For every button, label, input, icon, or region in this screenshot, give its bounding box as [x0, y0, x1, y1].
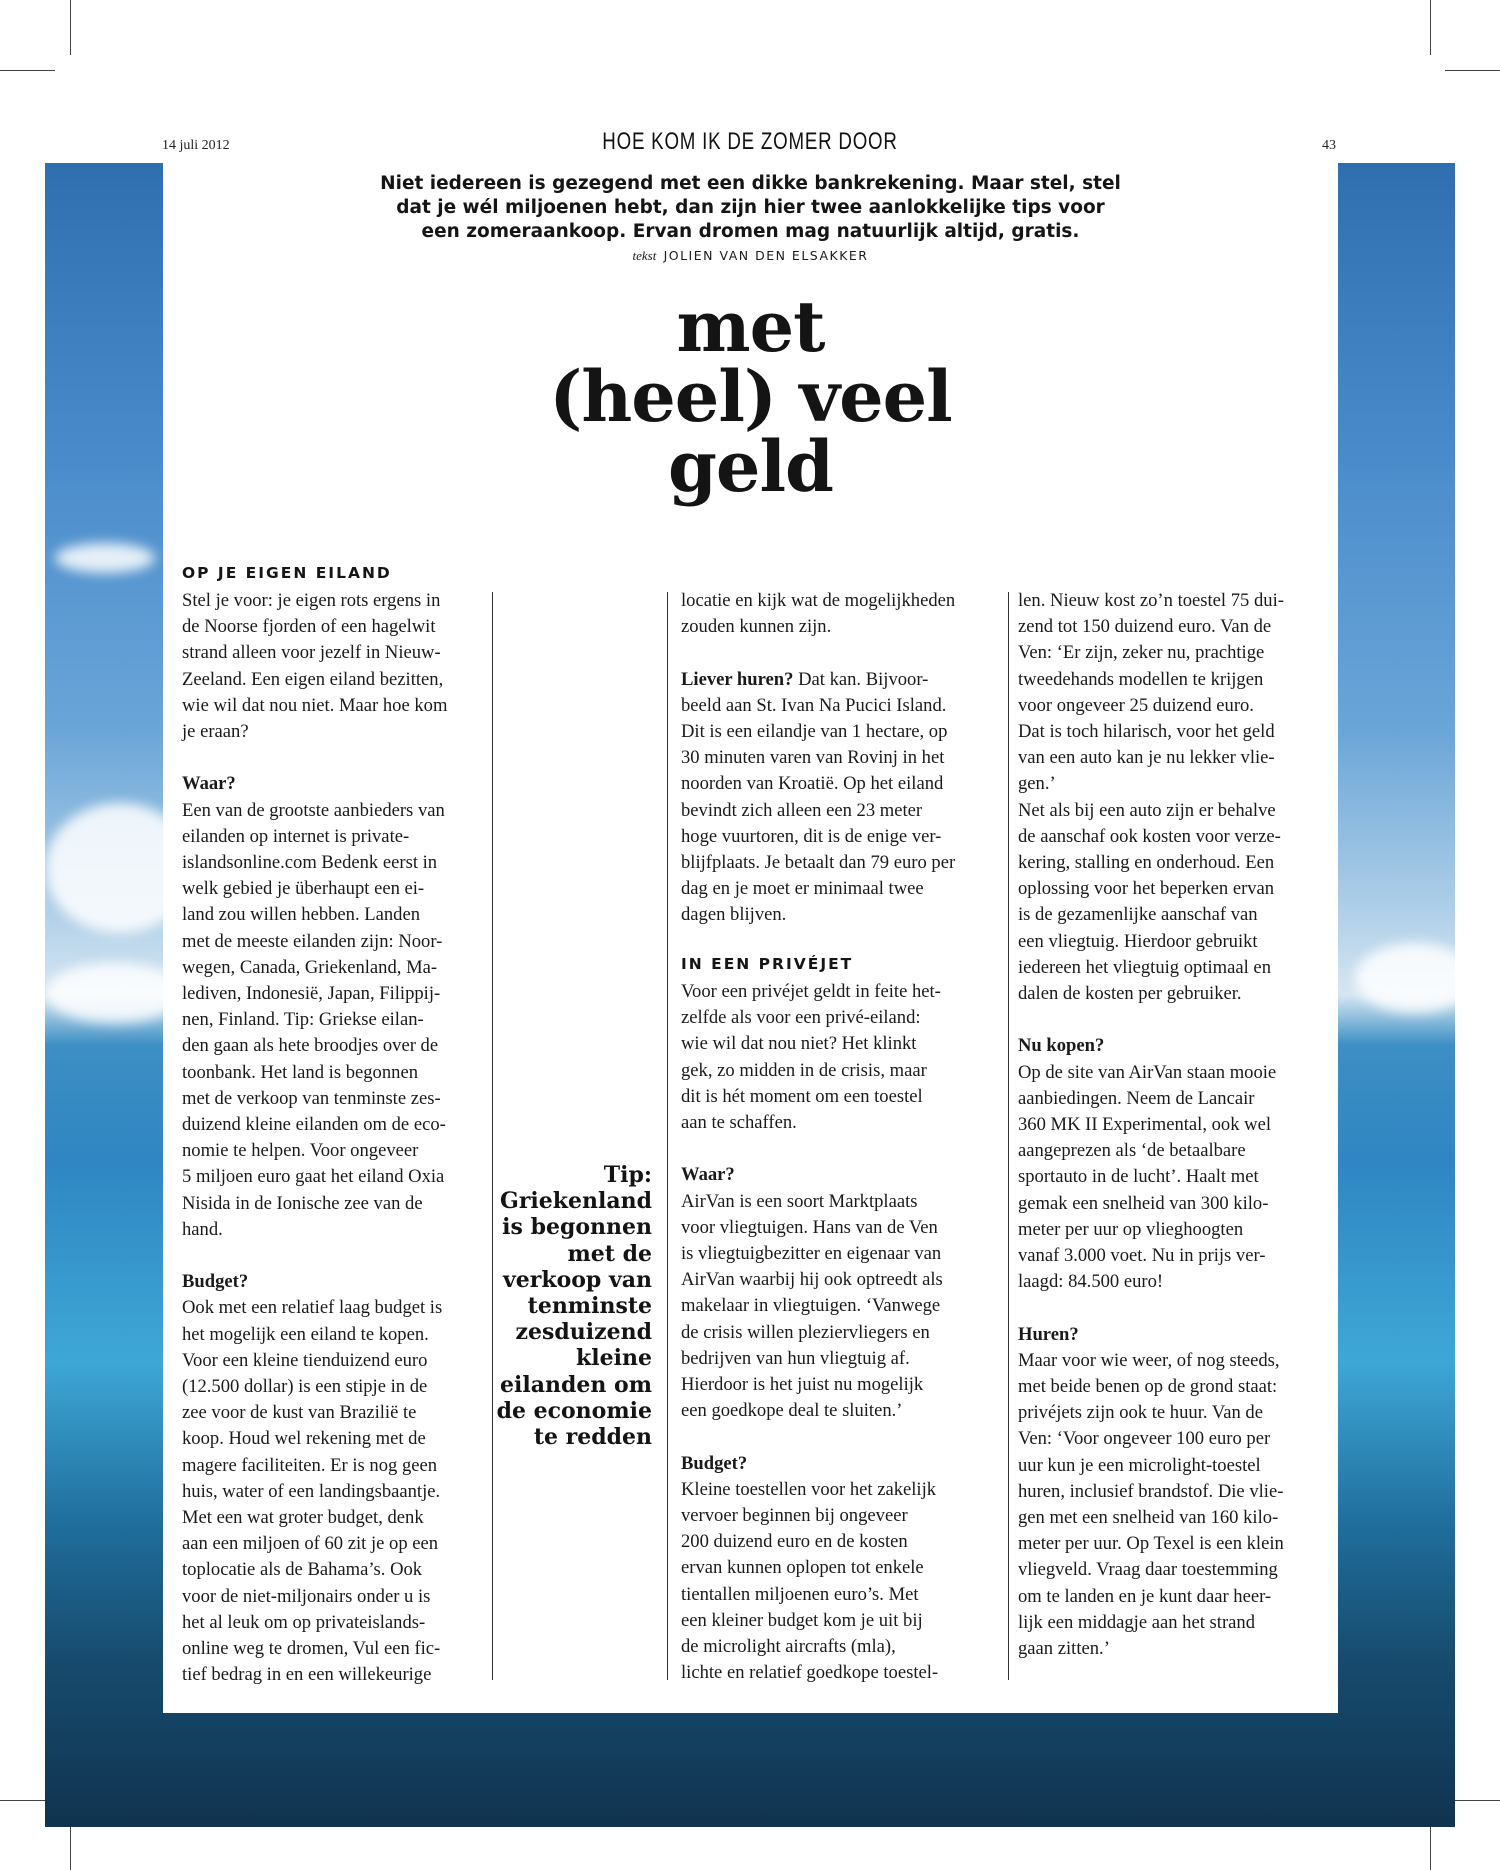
paragraph	[1018, 588, 1328, 1007]
text-line: gen met een snelheid van 160 kilo-	[1018, 1507, 1279, 1529]
text-line: dalen de kosten per gebruiker.	[1018, 983, 1242, 1005]
crop-mark	[0, 70, 55, 71]
text-line: toplocatie als de Bahama’s. Ook	[182, 1559, 423, 1581]
text-line: 5 miljoen euro gaat het eiland Oxia	[182, 1166, 445, 1188]
text-line: nomie te helpen. Voor ongeveer	[182, 1140, 419, 1162]
text-line: blijfplaats. Je betaalt dan 79 euro per	[681, 852, 956, 874]
text-line: locatie en kijk wat de mogelijkheden	[681, 590, 956, 611]
text-line: laagd: 84.500 euro!	[1018, 1271, 1164, 1293]
text-line: de Noorse fjorden of een hagelwit	[182, 616, 436, 638]
paragraph	[681, 1451, 1001, 1687]
text-line: Tip:	[603, 1162, 652, 1188]
text-line: huis, water of een landingsbaantje.	[182, 1480, 441, 1502]
text-line: Zeeland. Een eigen eiland bezitten,	[182, 668, 444, 690]
text-line: Nisida in de Ionische zee van de	[182, 1192, 423, 1214]
text-line: 30 minuten varen van Rovinj in het	[681, 747, 945, 769]
text-line: van een auto kan je nu lekker vlie-	[1018, 747, 1275, 769]
text-line: Ven: ‘Er zijn, zeker nu, prachtige	[1018, 642, 1265, 664]
text-line: makelaar in vliegtuigen. ‘Vanwege	[681, 1295, 941, 1317]
paragraph	[1018, 1322, 1328, 1663]
text-line: tweedehands modellen te krijgen	[1018, 668, 1264, 690]
text-line: meter per uur. Op Texel is een klein	[1018, 1533, 1284, 1555]
text-line: wegen, Canada, Griekenland, Ma-	[182, 956, 438, 978]
paragraph	[182, 588, 492, 745]
text-line: noorden van Kroatië. Op het eiland	[681, 773, 944, 795]
text-line: den gaan als hete broodjes over de	[182, 1035, 439, 1057]
text-line: Kleine toestellen voor het zakelijk	[681, 1478, 937, 1500]
text-line: de aanschaf ook kosten voor verze-	[1018, 825, 1281, 847]
column-rule	[667, 592, 668, 1680]
text-line: het al leuk om op privateislands-	[182, 1611, 426, 1633]
column-rule	[1008, 592, 1009, 1680]
text-line: magere faciliteiten. Er is nog geen	[182, 1454, 438, 1476]
crop-mark	[1445, 70, 1500, 71]
text-line: Met een wat groter budget, denk	[182, 1507, 424, 1529]
text-line: huren, inclusief brandstof. Die vlie-	[1018, 1480, 1284, 1502]
cloud	[1355, 943, 1475, 1013]
text-line: gek, zo midden in de crisis, maar	[681, 1059, 927, 1081]
text-line: wie wil dat nou niet. Maar hoe kom	[182, 694, 448, 716]
headline	[163, 285, 1338, 508]
crop-mark	[1430, 0, 1431, 55]
text-line: een kleiner budget kom je uit bij	[681, 1609, 923, 1631]
text-line: de crisis willen pleziervliegers en	[681, 1321, 930, 1343]
text-line: privéjets zijn ook te huur. Van de	[1018, 1402, 1263, 1424]
text-line: je eraan?	[182, 721, 249, 743]
text-line: de economie	[496, 1397, 652, 1424]
text-line: vanaf 3.000 voet. Nu in prijs ver-	[1018, 1245, 1266, 1267]
text-line: zouden kunnen zijn.	[681, 616, 832, 638]
text-line: 200 duizend euro en de kosten	[681, 1531, 908, 1553]
intro-line: Niet iedereen is gezegend met een dikke bankrekening. Maar stel, stel	[380, 173, 1121, 194]
text-line: gemak een snelheid van 300 kilo-	[1018, 1192, 1269, 1214]
text-line: het mogelijk een eiland te kopen.	[182, 1323, 429, 1345]
text-line: eilanden om	[500, 1371, 652, 1398]
text-line: ervan kunnen oplopen tot enkele	[681, 1557, 924, 1579]
text-line: vliegveld. Vraag daar toestemming	[1018, 1559, 1278, 1581]
paragraph	[182, 771, 492, 1243]
text-line: 360 MK II Experimental, ook wel	[1018, 1114, 1272, 1136]
text-line: Voor een kleine tienduizend euro	[182, 1349, 428, 1371]
text-line: met de verkoop van tenminste zes-	[182, 1087, 441, 1109]
text-line: dagen blijven.	[681, 904, 787, 926]
paragraph	[1018, 1033, 1328, 1295]
text-line: iedereen het vliegtuig optimaal en	[1018, 956, 1271, 978]
text-line: vervoer beginnen bij ongeveer	[681, 1505, 908, 1527]
byline	[163, 248, 1338, 264]
text-line: zee voor de kust van Brazilië te	[182, 1402, 417, 1424]
text-line: verkoop van	[502, 1266, 652, 1293]
text-line: Een van de grootste aanbieders van	[182, 799, 445, 821]
subheading: Nu kopen?	[1018, 1035, 1105, 1057]
text-line: met de	[567, 1240, 652, 1267]
text-line: land zou willen hebben. Landen	[182, 904, 421, 926]
text-line: zend tot 150 duizend euro. Van de	[1018, 616, 1272, 638]
text-line: lichte en relatief goedkope toestel-	[681, 1662, 939, 1684]
text-line: Dat is toch hilarisch, voor het geld	[1018, 721, 1275, 743]
text-line: tenminste	[527, 1293, 652, 1320]
intro-line: een zomeraankoop. Ervan dromen mag natuurlijk altijd, gratis.	[421, 221, 1080, 242]
text-line: een vliegtuig. Hierdoor gebruikt	[1018, 930, 1258, 952]
text-line: Hierdoor is het juist nu mogelijk	[681, 1374, 924, 1396]
subheading: Waar?	[182, 773, 236, 795]
text-line: voor vliegtuigen. Hans van de Ven	[681, 1216, 938, 1238]
text-line: hoge vuurtoren, dit is de enige ver-	[681, 825, 942, 847]
text-line: is de gezamenlijke aanschaf van	[1018, 904, 1258, 926]
text-line: toonbank. Het land is begonnen	[182, 1061, 418, 1083]
text-line: aan een miljoen of 60 zit je op een	[182, 1533, 439, 1555]
text-line: Ven: ‘Voor ongeveer 100 euro per	[1018, 1428, 1271, 1450]
article-column-3	[681, 588, 1001, 1686]
text-line: bedrijven van hun vliegtuig af.	[681, 1347, 910, 1369]
text-line: een goedkope deal te sluiten.’	[681, 1400, 903, 1422]
text-line: oplossing voor het beperken ervan	[1018, 878, 1275, 900]
issue-date: 14 juli 2012	[162, 138, 230, 153]
text-line: meter per uur op vlieghoogten	[1018, 1218, 1244, 1240]
text-line: Maar voor wie weer, of nog steeds,	[1018, 1349, 1280, 1371]
text-line: welk gebied je überhaupt een ei-	[182, 878, 425, 900]
text-line: Net als bij een auto zijn er behalve	[1018, 799, 1276, 821]
text-line: tief bedrag in en een willekeurige	[182, 1664, 432, 1686]
text-line: AirVan waarbij hij ook optreedt als	[681, 1269, 943, 1291]
text-line: zesduizend	[515, 1319, 652, 1346]
text-line: met de meeste eilanden zijn: Noor-	[182, 930, 443, 952]
paragraph	[681, 588, 1001, 640]
text-line: nen, Finland. Tip: Griekse eilan-	[182, 1009, 424, 1031]
text-line: is vliegtuigbezitter en eigenaar van	[681, 1243, 942, 1265]
cloud	[55, 543, 155, 573]
text-line: islandsonline.com Bedenk eerst in	[182, 852, 438, 874]
pull-quote	[492, 1162, 652, 1450]
text-line: len. Nieuw kost zo’n toestel 75 dui-	[1018, 590, 1284, 611]
text-line: gaan zitten.’	[1018, 1638, 1110, 1660]
text-line: is begonnen	[502, 1214, 652, 1241]
paragraph	[681, 667, 1001, 929]
text-line: kering, stalling en onderhoud. Een	[1018, 852, 1275, 874]
byline-label: tekst	[632, 248, 657, 263]
intro-line: dat je wél miljoenen hebt, dan zijn hier twee aanlokkelijke tips voor	[396, 197, 1105, 218]
text-line: kleine	[576, 1345, 652, 1372]
text-line: aanbiedingen. Neem de Lancair	[1018, 1087, 1255, 1109]
text-line: (12.500 dollar) is een stipje in de	[182, 1376, 428, 1398]
text-line: dag en je moet er minimaal twee	[681, 878, 924, 900]
text-line: voor ongeveer 25 duizend euro.	[1018, 694, 1254, 716]
text-line: om te landen en je kunt daar heer-	[1018, 1585, 1272, 1607]
subheading: Budget?	[681, 1452, 748, 1474]
paragraph	[681, 951, 1001, 1136]
text-line: wie wil dat nou niet? Het klinkt	[681, 1033, 917, 1055]
text-line: met beide benen op de grond staat:	[1018, 1376, 1278, 1398]
byline-author: JOLIEN VAN DEN ELSAKKER	[663, 248, 869, 263]
text-line: beeld aan St. Ivan Na Pucici Island.	[681, 694, 947, 716]
text-line: dit is hét moment om een toestel	[681, 1085, 923, 1107]
text-line: strand alleen voor jezelf in Nieuw-	[182, 642, 441, 664]
text-line: voor de niet-miljonairs onder u is	[182, 1585, 431, 1607]
headline-line: met	[676, 285, 825, 368]
text-line: gen.’	[1018, 773, 1056, 795]
text-line: koop. Houd wel rekening met de	[182, 1428, 426, 1450]
text-line: te redden	[533, 1424, 652, 1451]
crop-mark	[70, 0, 71, 55]
text-line: aangeprezen als ‘de betaalbare	[1018, 1140, 1246, 1162]
text-line: uur kun je een microlight-toestel	[1018, 1454, 1261, 1476]
text-line: aan te schaffen.	[681, 1112, 797, 1134]
text-line: lediven, Indonesië, Japan, Filippij-	[182, 983, 441, 1005]
paragraph	[182, 1269, 492, 1688]
article-column-4	[1018, 588, 1328, 1662]
text-line: Stel je voor: je eigen rots ergens in	[182, 590, 441, 611]
subheading: Liever huren?	[681, 668, 794, 690]
page-number: 43	[1322, 138, 1336, 153]
headline-line: geld	[667, 425, 834, 508]
text-line: Voor een privéjet geldt in feite het-	[681, 981, 941, 1003]
text-line: duizend kleine eilanden om de eco-	[182, 1114, 446, 1136]
headline-line: (heel) veel	[549, 355, 952, 438]
article-column-1	[182, 564, 492, 1689]
subheading: Waar?	[681, 1164, 735, 1186]
section-heading: IN EEN PRIVÉJET	[681, 954, 854, 973]
text-line: hand.	[182, 1218, 223, 1240]
text-line: bevindt zich alleen een 23 meter	[681, 799, 923, 821]
text-line: tientallen miljoenen euro’s. Met	[681, 1583, 919, 1605]
intro-text	[163, 172, 1338, 244]
text-line: Dit is een eilandje van 1 hectare, op	[681, 721, 948, 742]
text-line: AirVan is een soort Marktplaats	[681, 1190, 918, 1212]
paragraph	[681, 1162, 1001, 1424]
text-line: de microlight aircrafts (mla),	[681, 1636, 896, 1658]
text-line: online weg te dromen, Vul een fic-	[182, 1638, 441, 1660]
text-line: Op de site van AirVan staan mooie	[1018, 1061, 1277, 1083]
text-line: Griekenland	[500, 1188, 652, 1215]
text-line: lijk een middagje aan het strand	[1018, 1611, 1255, 1633]
text-line: Ook met een relatief laag budget is	[182, 1297, 443, 1319]
column-rule	[492, 592, 493, 1680]
subheading: Budget?	[182, 1271, 249, 1293]
text-line: zelfde als voor een privé-eiland:	[681, 1007, 921, 1029]
section-heading: OP JE EIGEN EILAND	[182, 564, 392, 582]
subheading: Huren?	[1018, 1323, 1079, 1345]
text-line: eilanden op internet is private-	[182, 825, 410, 847]
text-line: sportauto in de lucht’. Haalt met	[1018, 1166, 1259, 1188]
text-line: Dat kan. Bijvoor-	[793, 668, 929, 690]
section-title: HOE KOM IK DE ZOMER DOOR	[602, 128, 898, 155]
